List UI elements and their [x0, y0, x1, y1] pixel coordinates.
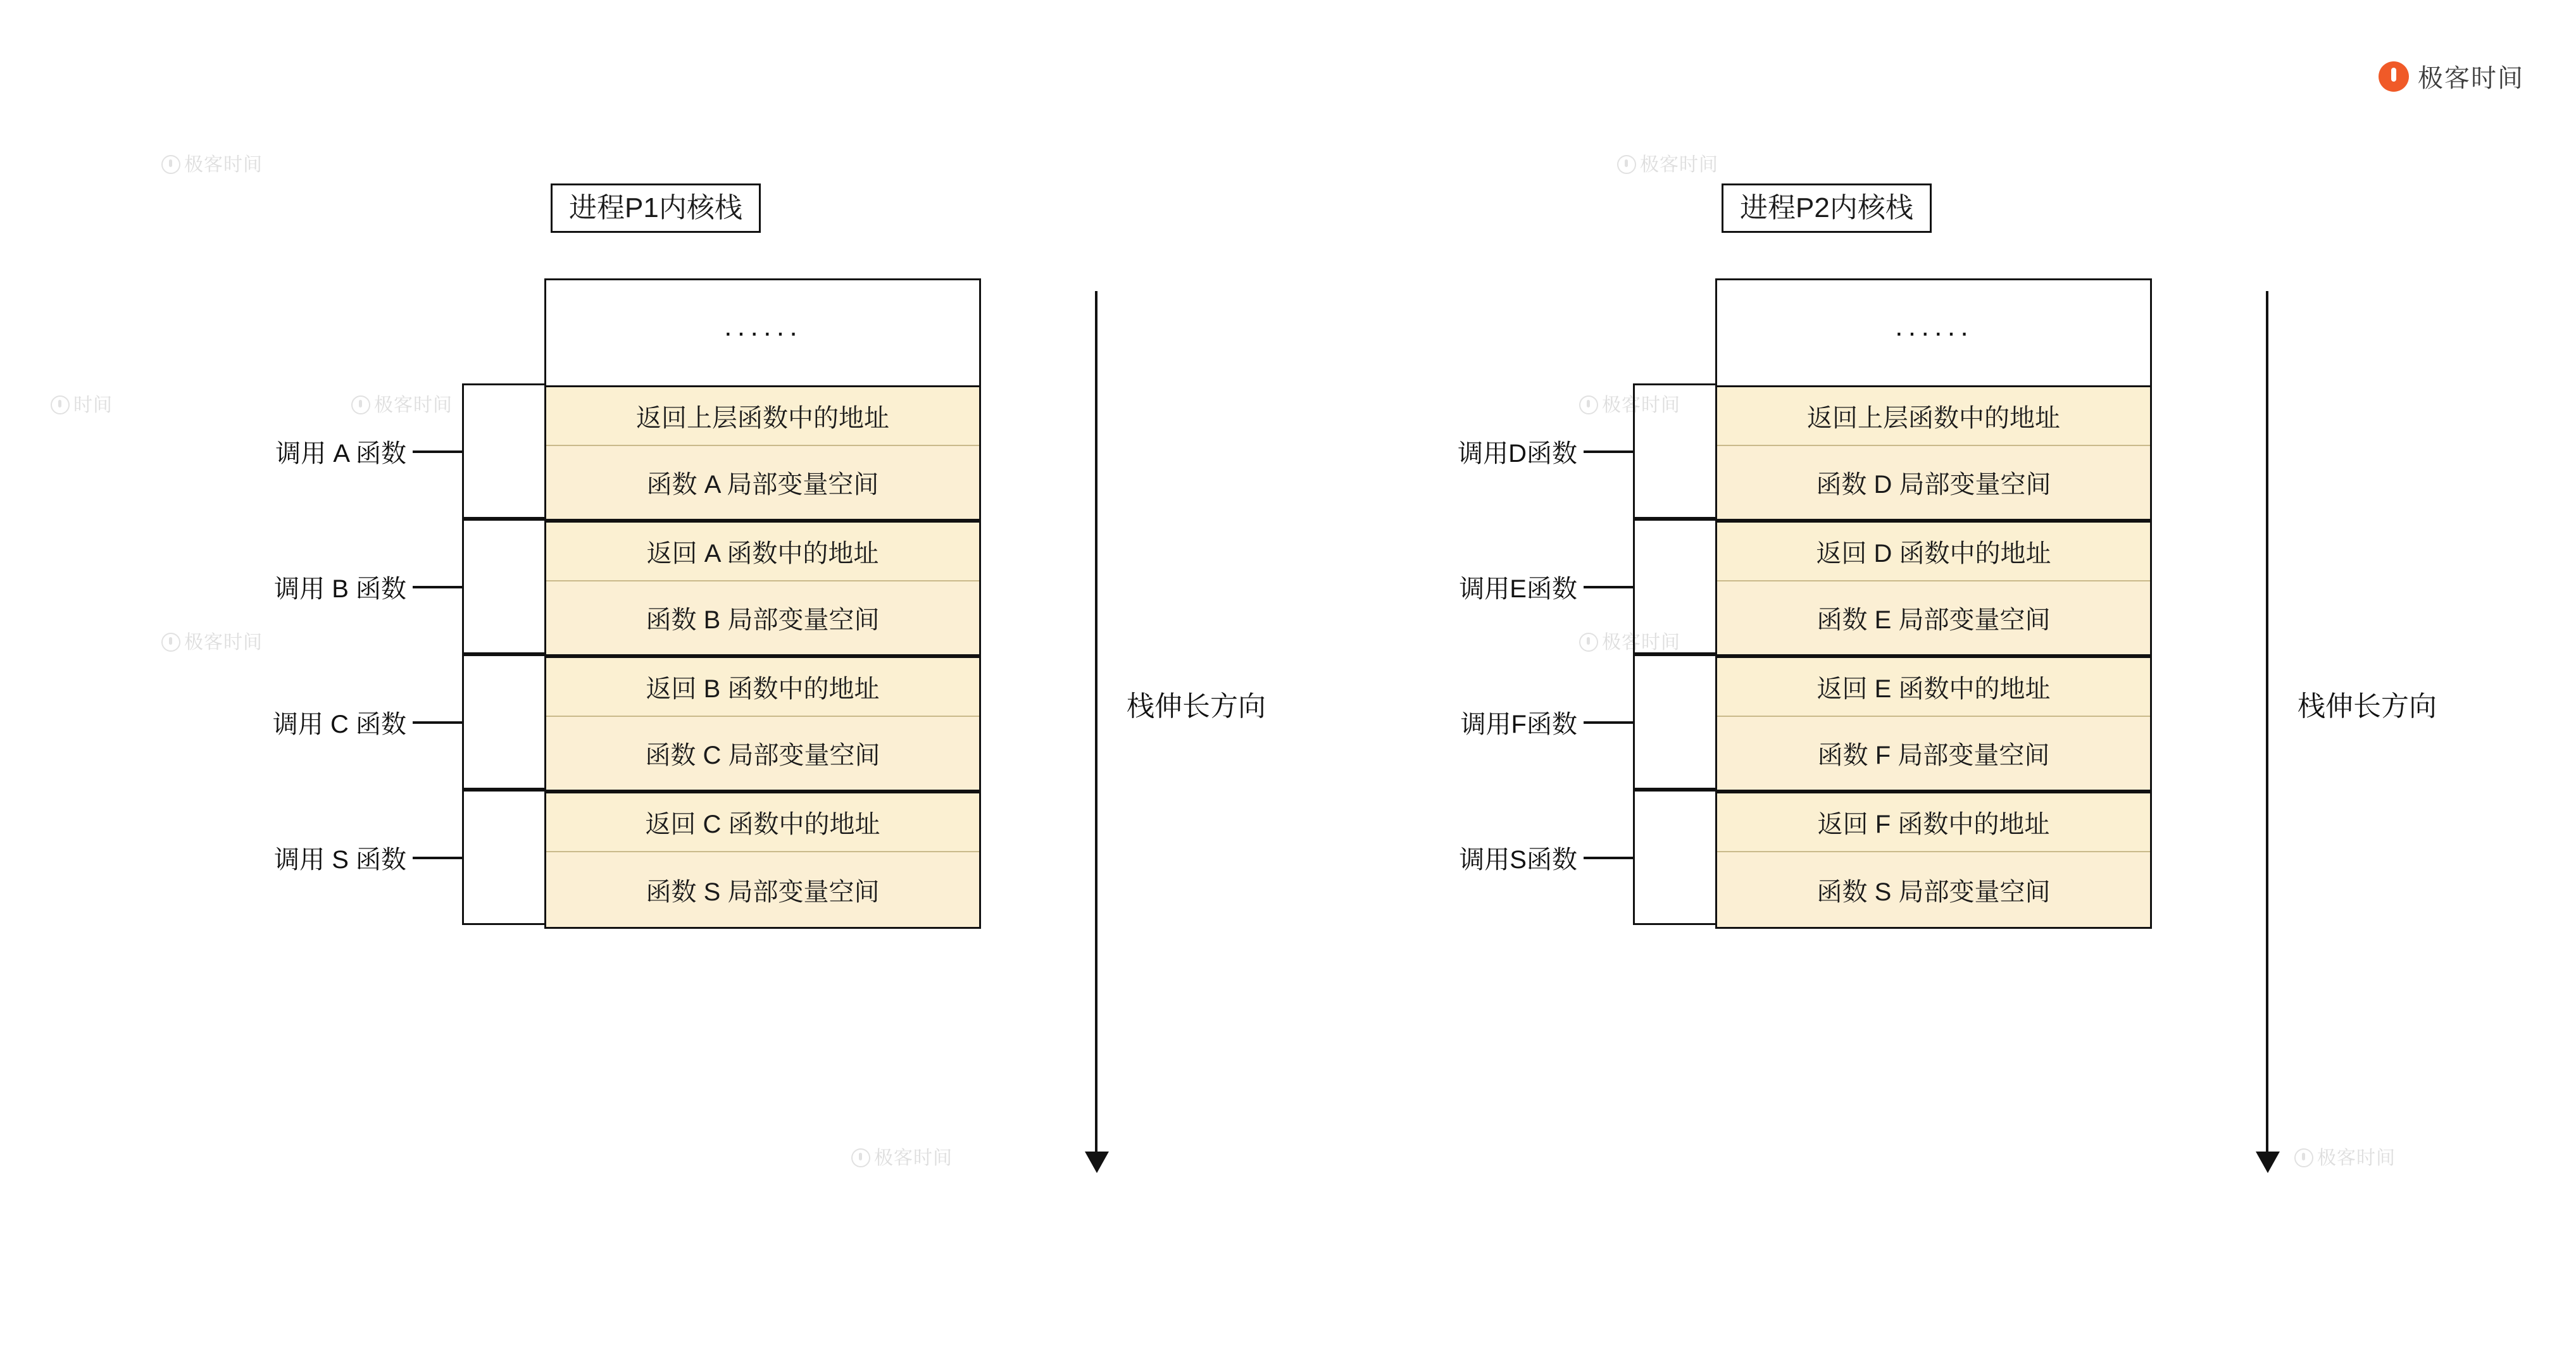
watermark-text: 极客时间	[1602, 632, 1680, 653]
watermark	[2294, 1142, 2396, 1170]
stack-outer-p2	[1715, 278, 2152, 929]
geekbang-logo-icon	[2379, 61, 2409, 92]
watermark-text: 极客时间	[1640, 154, 1718, 175]
stack-frame	[546, 385, 979, 521]
local-variable-cell: 函数 E 局部变量空间	[1717, 581, 2150, 656]
frame-callout-leader-line	[1584, 586, 1633, 588]
stack-frame	[546, 521, 979, 656]
frame-bracket	[1633, 383, 1715, 519]
stack-frame	[546, 792, 979, 927]
watermark	[851, 1142, 953, 1170]
frame-callout-leader-line	[1584, 450, 1633, 453]
watermark	[161, 149, 263, 177]
watermark-text: 极客时间	[184, 154, 263, 175]
frame-callout	[1279, 704, 1633, 740]
local-variable-cell: 函数 B 局部变量空间	[546, 581, 979, 656]
return-address-cell: 返回上层函数中的地址	[546, 385, 979, 446]
stack-ellipsis-p1: ······	[723, 317, 802, 348]
frame-callout-label: 调用 C 函数	[272, 711, 406, 738]
frame-bracket	[462, 790, 544, 925]
watermark-logo-icon	[351, 395, 370, 414]
frame-callout	[108, 433, 462, 469]
frame-callout	[1279, 433, 1633, 469]
frame-callout-leader-line	[413, 721, 462, 724]
frame-bracket	[1633, 519, 1715, 654]
frame-callout	[108, 840, 462, 876]
local-variable-cell: 函数 S 局部变量空间	[546, 852, 979, 927]
local-variable-cell: 函数 D 局部变量空间	[1717, 446, 2150, 521]
growth-arrow-head-icon	[2256, 1152, 2280, 1173]
growth-arrow-head-icon	[1085, 1152, 1109, 1173]
watermark	[51, 389, 113, 417]
return-address-cell: 返回 E 函数中的地址	[1717, 656, 2150, 717]
watermark-logo-icon	[2294, 1148, 2313, 1167]
frame-callout-label: 调用 A 函数	[275, 440, 406, 468]
return-address-cell: 返回上层函数中的地址	[1717, 385, 2150, 446]
stack-frame	[1717, 521, 2150, 656]
frame-callout-label: 调用 S 函数	[274, 846, 406, 874]
frame-callout-label: 调用D函数	[1458, 440, 1577, 468]
frame-bracket	[462, 519, 544, 654]
frame-callout-leader-line	[413, 857, 462, 859]
stack-frame	[1717, 792, 2150, 927]
brand-logo	[2379, 58, 2524, 94]
frame-callout	[108, 569, 462, 605]
watermark-text: 极客时间	[874, 1148, 953, 1169]
local-variable-cell: 函数 A 局部变量空间	[546, 446, 979, 521]
return-address-cell: 返回 D 函数中的地址	[1717, 521, 2150, 581]
watermark	[1617, 149, 1718, 177]
local-variable-cell: 函数 F 局部变量空间	[1717, 717, 2150, 792]
frame-callout	[1279, 840, 1633, 876]
watermark-logo-icon	[1579, 395, 1598, 414]
watermark-text: 极客时间	[2317, 1148, 2396, 1169]
frame-callout-leader-line	[413, 586, 462, 588]
watermark	[351, 389, 453, 417]
frame-callout	[108, 704, 462, 740]
stack-title-p1: 进程P1内核栈	[551, 183, 761, 233]
stack-frames-p1	[546, 385, 979, 927]
growth-arrow-label: 栈伸长方向	[2298, 691, 2437, 722]
frame-callout-leader-line	[413, 450, 462, 453]
watermark-text: 极客时间	[184, 632, 263, 653]
stack-frame	[546, 656, 979, 792]
frame-callout-label: 调用E函数	[1459, 575, 1577, 603]
return-address-cell: 返回 F 函数中的地址	[1717, 792, 2150, 852]
watermark	[161, 626, 263, 654]
stack-frames-p2	[1717, 385, 2150, 927]
frame-callout-leader-line	[1584, 721, 1633, 724]
frame-callout-label: 调用S函数	[1459, 846, 1577, 874]
stack-title-p2: 进程P2内核栈	[1722, 183, 1932, 233]
watermark-logo-icon	[51, 395, 70, 414]
local-variable-cell: 函数 C 局部变量空间	[546, 717, 979, 792]
brand-name: 极客时间	[2418, 65, 2524, 92]
stack-ellipsis-p2: ······	[1894, 317, 1973, 348]
frame-bracket	[462, 383, 544, 519]
frame-callout	[1279, 569, 1633, 605]
growth-arrow-line	[1095, 291, 1097, 1158]
growth-arrow-label: 栈伸长方向	[1127, 691, 1266, 722]
local-variable-cell: 函数 S 局部变量空间	[1717, 852, 2150, 927]
frame-bracket	[1633, 790, 1715, 925]
watermark-logo-icon	[851, 1148, 870, 1167]
watermark-text: 时间	[73, 395, 113, 416]
frame-callout-label: 调用F函数	[1460, 711, 1577, 738]
watermark-text: 极客时间	[374, 395, 453, 416]
stack-frame	[1717, 656, 2150, 792]
watermark-logo-icon	[161, 155, 180, 174]
frame-bracket	[1633, 654, 1715, 790]
watermark-logo-icon	[1617, 155, 1636, 174]
watermark-logo-icon	[161, 633, 180, 652]
frame-bracket	[462, 654, 544, 790]
growth-arrow-line	[2266, 291, 2268, 1158]
watermark-logo-icon	[1579, 633, 1598, 652]
watermark-text: 极客时间	[1602, 395, 1680, 416]
frame-callout-leader-line	[1584, 857, 1633, 859]
return-address-cell: 返回 C 函数中的地址	[546, 792, 979, 852]
frame-callout-label: 调用 B 函数	[274, 575, 406, 603]
return-address-cell: 返回 A 函数中的地址	[546, 521, 979, 581]
return-address-cell: 返回 B 函数中的地址	[546, 656, 979, 717]
stack-frame	[1717, 385, 2150, 521]
stack-outer-p1	[544, 278, 981, 929]
